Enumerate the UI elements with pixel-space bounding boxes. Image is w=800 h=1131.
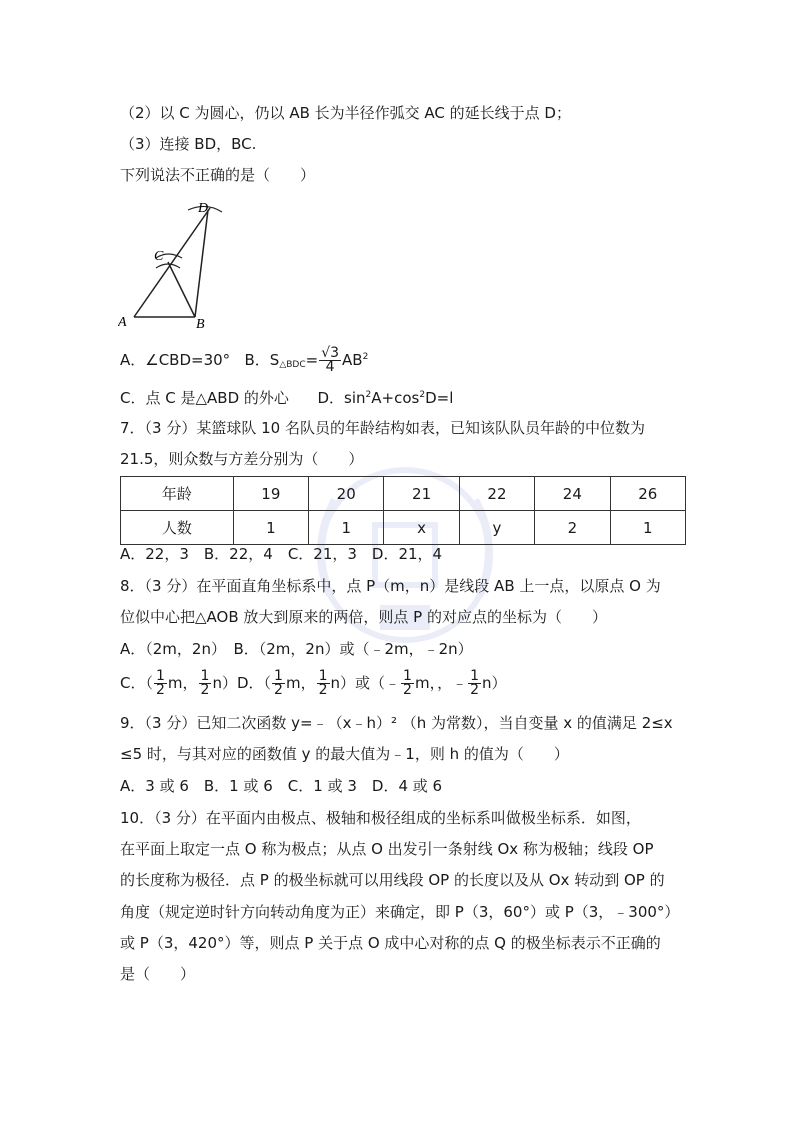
q6-option-a: A．∠CBD=30° (120, 351, 231, 369)
table-row (121, 511, 686, 545)
table-cell: 22 (459, 477, 534, 511)
q8-stem-line2: 位似中心把△AOB 放大到原来的两倍，则点 P 的对应点的坐标为（ ） (120, 608, 607, 626)
q7-stem-line2: 21.5，则众数与方差分别为（ ） (120, 450, 364, 468)
geometry-figure (118, 198, 228, 330)
q10-line4: 角度（规定逆时针方向转动角度为正）来确定，即 P（3，60°）或 P（3，﹣300°） (120, 903, 680, 921)
q10-line3: 的长度称为极径．点 P 的极坐标就可以用线段 OP 的长度以及从 Ox 转动到 OP 的 (120, 871, 665, 889)
q8-options-ab: A．（2m，2n） B．（2m，2n）或（﹣2m，﹣2n） (120, 640, 473, 658)
q9-stem-line2: ≤5 时，与其对应的函数值 y 的最大值为﹣1，则 h 的值为（ ） (120, 745, 569, 763)
table-cell: 2 (535, 511, 610, 545)
table-cell: 人数 (121, 511, 234, 545)
table-cell: x (384, 511, 459, 545)
table-row (121, 477, 686, 511)
q6-options-cd (120, 384, 453, 409)
q7-options: A．22，3 B．22，4 C．21，3 D．21，4 (120, 545, 443, 563)
label-d: D (198, 201, 209, 216)
q6-option-d: D．$\sin^2A+\cos^2D=l$ (317, 389, 454, 407)
q10-line2: 在平面上取定一点 O 称为极点；从点 O 出发引一条射线 Ox 称为极轴；线段 OP (120, 840, 654, 858)
q6-option-b: B．$S_{\triangle BDC}=$ $\frac{√3}{4}$ $AB^2$ (244, 345, 369, 375)
q10-line5: 或 P（3，420°）等，则点 P 关于点 O 成中心对称的点 Q 的极坐标表示不正确的 (120, 934, 661, 952)
step-2-text: （2）以 C 为圆心，仍以 AB 长为半径作弧交 AC 的延长线于点 D； (120, 104, 571, 122)
table-cell: 1 (610, 511, 685, 545)
q7-stem-line1: 7．（3 分）某篮球队 10 名队员的年龄结构如表，已知该队队员年龄的中位数为 (120, 419, 645, 437)
q9-stem-line1: 9．（3 分）已知二次函数 y=﹣（x﹣h）² （h 为常数），当自变量 x 的值满足 2≤x (120, 714, 673, 732)
question-prompt: 下列说法不正确的是（ ） (120, 166, 316, 184)
q6-option-c: C．点 C 是△ABD 的外心 (120, 389, 289, 407)
q10-line6: 是（ ） (120, 965, 196, 983)
table-cell: 年龄 (121, 477, 234, 511)
table-cell: y (459, 511, 534, 545)
table-cell: 20 (309, 477, 384, 511)
table-cell: 1 (233, 511, 308, 545)
label-c: C (154, 249, 164, 264)
table-cell: 21 (384, 477, 459, 511)
q6-options-ab (120, 346, 368, 376)
table-cell: 24 (535, 477, 610, 511)
label-a: A (118, 315, 127, 330)
table-cell: 26 (610, 477, 685, 511)
table-cell: 19 (233, 477, 308, 511)
table-cell: 1 (309, 511, 384, 545)
q8-options-cd: C．（ $\frac{1}{2}$ m， $\frac{1}{2}$ n）D．（ $\frac{1}{2}$ m， $\frac{1}{2}$ n）或（﹣ $\frac{1}{2}$ m，，﹣ $\frac{1}{2}$ n） (120, 668, 507, 698)
step-3-text: （3）连接 BD，BC. (120, 135, 257, 153)
q9-options: A．3 或 6 B．1 或 6 C．1 或 3 D．4 或 6 (120, 777, 443, 795)
q10-line1: 10．（3 分）在平面内由极点、极轴和极径组成的坐标系叫做极坐标系．如图， (120, 809, 641, 827)
q8-stem-line1: 8．（3 分）在平面直角坐标系中，点 P（m，n）是线段 AB 上一点，以原点 O 为 (120, 577, 661, 595)
age-table (120, 476, 686, 545)
label-b: B (196, 317, 205, 330)
